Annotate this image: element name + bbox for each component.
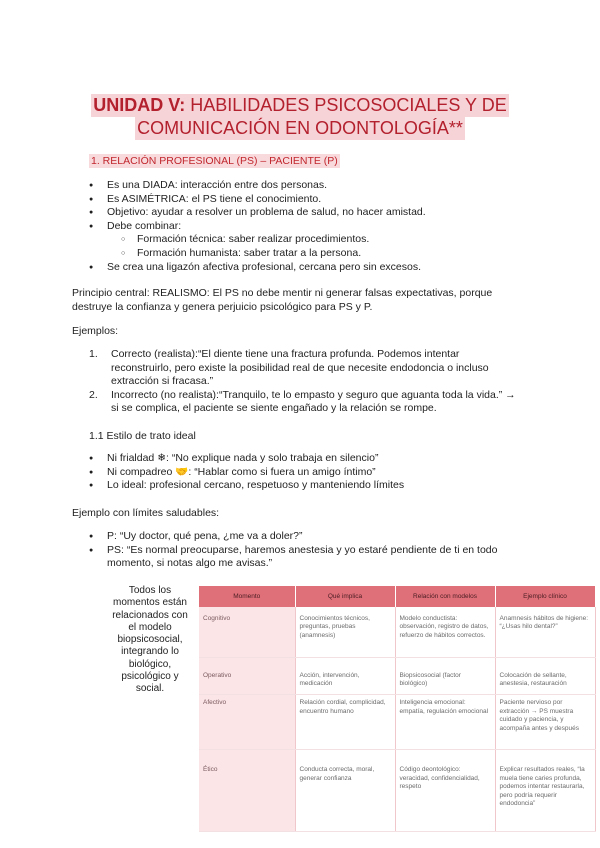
unit-title bbox=[0, 94, 600, 140]
table-cell: Operativo bbox=[199, 657, 295, 695]
section-1-1-heading: 1.1 Estilo de trato ideal bbox=[89, 430, 196, 442]
table-cell: Anamnesis hábitos de higiene: “¿Usas hilo dental?” bbox=[495, 607, 595, 657]
list-item: ● PS: “Es normal preocuparse, haremos anestesia y yo estaré pendiente de ti en todo momento, si notas algo me avisas.” bbox=[89, 544, 529, 571]
table-cell: Modelo conductista: observación, registro de datos, refuerzo de hábitos correctos. bbox=[395, 607, 495, 657]
section-1-bullet-list bbox=[89, 179, 426, 274]
table-row bbox=[199, 657, 595, 695]
table-cell: Explicar resultados reales, “la muela tiene caries profunda, podemos intentar restaurarla, pero podría requerir endodoncia” bbox=[495, 750, 595, 832]
list-item: ● Es una DIADA: interacción entre dos personas. bbox=[89, 179, 426, 193]
example-item bbox=[89, 389, 519, 416]
examples-label: Ejemplos: bbox=[72, 325, 119, 337]
table-header-cell: Qué implica bbox=[295, 586, 395, 607]
table-cell: Afectivo bbox=[199, 695, 295, 750]
sub-list-item: ○ Formación humanista: saber tratar a la persona. bbox=[121, 247, 426, 261]
table-cell: Biopsicosocial (factor biológico) bbox=[395, 657, 495, 695]
table-header-row bbox=[199, 586, 595, 607]
table-cell: Colocación de sellante, anestesia, restauración bbox=[495, 657, 595, 695]
example-text: Correcto (realista):“El diente tiene una fractura profunda. Podemos intentar reconstruirlo, pero existe la posibilidad real de que necesite endodoncia o incluso extracción si fracasa.” bbox=[111, 348, 489, 388]
examples-list bbox=[89, 348, 519, 416]
title-line-1 bbox=[91, 94, 508, 117]
table-cell: Conducta correcta, moral, generar confianza bbox=[295, 750, 395, 832]
example-item bbox=[89, 348, 519, 389]
example-number: 1. bbox=[89, 348, 98, 360]
title-prefix: UNIDAD V: bbox=[93, 95, 186, 115]
table-header-cell: Relación con modelos bbox=[395, 586, 495, 607]
table-header-cell: Ejemplo clínico bbox=[495, 586, 595, 607]
table-cell: Relación cordial, complicidad, encuentro humano bbox=[295, 695, 395, 750]
list-item: ● Ni frialdad ❄: “No explique nada y solo trabaja en silencio” bbox=[89, 452, 404, 466]
example-text: Incorrecto (no realista):“Tranquilo, te lo empasto y seguro que aguanta toda la vida.” → si se complica, el paciente se siente engañado y la relación se rompe. bbox=[111, 388, 516, 415]
section-1-heading: 1. RELACIÓN PROFESIONAL (PS) – PACIENTE (P) bbox=[91, 155, 338, 167]
table-header-cell: Momento bbox=[199, 586, 295, 607]
table-row bbox=[199, 607, 595, 657]
title-line-2: COMUNICACIÓN EN ODONTOLOGÍA** bbox=[137, 118, 463, 138]
table-row bbox=[199, 750, 595, 832]
sub-list-item: ○ Formación técnica: saber realizar procedimientos. bbox=[121, 233, 426, 247]
table-row bbox=[199, 695, 595, 750]
table-cell: Conocimientos técnicos, preguntas, pruebas (anamnesis) bbox=[295, 607, 395, 657]
list-item: ● Lo ideal: profesional cercano, respetuoso y manteniendo límites bbox=[89, 479, 404, 493]
table-cell: Cognitivo bbox=[199, 607, 295, 657]
healthy-limits-list bbox=[89, 530, 529, 571]
list-item: ● Se crea una ligazón afectiva profesional, cercana pero sin excesos. bbox=[89, 261, 426, 275]
list-item: ● Objetivo: ayudar a resolver un problema de salud, no hacer amistad. bbox=[89, 206, 426, 220]
table-cell: Paciente nervioso por extracción → PS muestra cuidado y paciencia, y acompaña antes y después bbox=[495, 695, 595, 750]
table-cell: Ético bbox=[199, 750, 295, 832]
list-item bbox=[89, 220, 426, 261]
example-number: 2. bbox=[89, 388, 98, 401]
moments-table bbox=[199, 586, 596, 832]
list-item: ● P: “Uy doctor, qué pena, ¿me va a doler?” bbox=[89, 530, 529, 544]
sub-list bbox=[121, 233, 426, 260]
list-item-text: Debe combinar: bbox=[107, 219, 182, 232]
list-item: ● Es ASIMÉTRICA: el PS tiene el conocimiento. bbox=[89, 193, 426, 207]
healthy-limits-label: Ejemplo con límites saludables: bbox=[72, 507, 220, 519]
table-cell: Acción, intervención, medicación bbox=[295, 657, 395, 695]
table-cell: Código deontológico: veracidad, confidencialidad, respeto bbox=[395, 750, 495, 832]
list-item: ● Ni compadreo 🤝: “Hablar como si fuera un amigo íntimo” bbox=[89, 466, 404, 480]
principle-paragraph: Principio central: REALISMO: El PS no debe mentir ni generar falsas expectativas, porque destruye la confianza y genera perjuicio psicológico para PS y P. bbox=[72, 287, 493, 313]
side-note: Todos los momentos están relacionados con el modelo biopsicosocial, integrando lo biológico, psicológico y social. bbox=[112, 585, 188, 695]
trato-bullet-list bbox=[89, 452, 404, 493]
table-cell: Inteligencia emocional: empatía, regulación emocional bbox=[395, 695, 495, 750]
title-rest: HABILIDADES PSICOSOCIALES Y DE bbox=[185, 95, 507, 115]
